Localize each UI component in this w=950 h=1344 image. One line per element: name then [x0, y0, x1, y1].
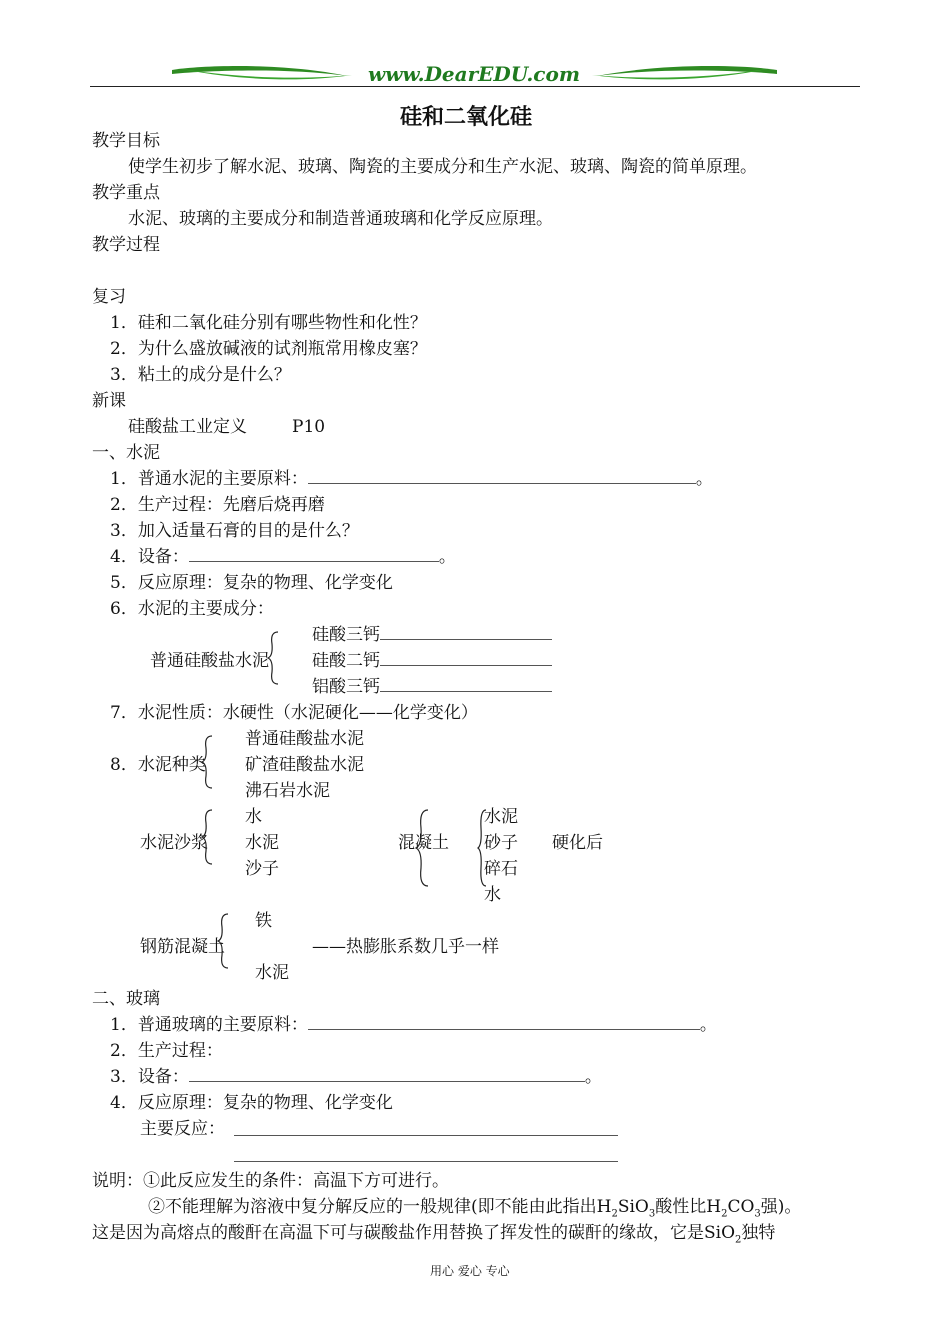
fill-blank: [380, 625, 552, 640]
component-row: [312, 624, 552, 646]
page-title: 硅和二氧化硅: [400, 105, 533, 130]
cement-type: 矿渣硅酸盐水泥: [245, 755, 364, 775]
definition-label: 硅酸盐工业定义: [128, 417, 247, 437]
fill-blank: [308, 469, 696, 484]
review-item: 3．粘土的成分是什么？: [110, 365, 291, 385]
brace-icon: [266, 630, 280, 686]
review-heading: 复习: [92, 287, 126, 307]
note-text: SiO: [617, 1197, 649, 1217]
brace-icon: [414, 808, 430, 888]
review-item: 2．为什么盛放碱液的试剂瓶常用橡皮塞？: [110, 339, 427, 359]
subscript: 3: [648, 1208, 656, 1220]
period: 。: [438, 547, 456, 567]
cement-item5: 5．反应原理：复杂的物理、化学变化: [110, 573, 393, 593]
subscript: 3: [754, 1208, 761, 1220]
component-row: [312, 650, 552, 672]
note-text: 独特: [741, 1223, 776, 1243]
objectives-heading: 教学目标: [92, 131, 160, 151]
concrete-label: 混凝土: [398, 833, 449, 853]
dearedu-logo: [172, 62, 777, 86]
cement-type: 沸石岩水泥: [245, 781, 330, 801]
note-text: 酸性比H: [655, 1197, 722, 1217]
concrete-item: 碎石: [484, 859, 518, 879]
composition-label: 普通硅酸盐水泥: [150, 651, 269, 671]
note-line2: [148, 1196, 801, 1225]
keypoints-heading: 教学重点: [92, 183, 160, 203]
keypoints-text: 水泥、玻璃的主要成分和制造普通玻璃和化学反应原理。: [128, 209, 553, 229]
subscript: 2: [721, 1208, 728, 1220]
rc-item: 水泥: [255, 963, 289, 983]
note-text: ②不能理解为溶液中复分解反应的一般规律(即不能由此指出H: [148, 1197, 612, 1217]
mortar-item: 水: [245, 807, 262, 827]
cement-item7: 7．水泥性质：水硬性（水泥硬化——化学变化）: [110, 703, 478, 723]
cement-item8: 8．水泥种类: [110, 755, 206, 775]
subscript: 2: [611, 1208, 618, 1220]
brace-icon: [216, 912, 230, 970]
concrete-item: 水泥: [484, 807, 518, 827]
rc-item: 铁: [255, 911, 272, 931]
note-line3: [92, 1222, 775, 1251]
mortar-item: 水泥: [245, 833, 279, 853]
note-line1: 说明：①此反应发生的条件：高温下方可进行。: [92, 1171, 449, 1191]
component-name: 硅酸二钙: [312, 651, 380, 671]
glass-heading: 二、玻璃: [92, 989, 160, 1009]
logo-text: www.DearEDU.com: [367, 62, 581, 86]
page-ref: P10: [292, 417, 326, 437]
cement-item6: 6．水泥的主要成分：: [110, 599, 274, 619]
mortar-item: 沙子: [245, 859, 279, 879]
process-heading: 教学过程: [92, 235, 160, 255]
component-name: 铝酸三钙: [312, 677, 380, 697]
cement-item4: [110, 546, 456, 568]
period: 。: [584, 1067, 602, 1087]
cement-type: 普通硅酸盐水泥: [245, 729, 364, 749]
subscript: 2: [735, 1234, 742, 1246]
fill-blank: [189, 547, 439, 562]
review-item: 1．硅和二氧化硅分别有哪些物性和化性？: [110, 313, 427, 333]
cement-item1-label: 1．普通水泥的主要原料：: [110, 469, 308, 489]
concrete-note: 硬化后: [552, 833, 603, 853]
glass-item1-label: 1．普通玻璃的主要原料：: [110, 1015, 308, 1035]
fill-blank: [380, 651, 552, 666]
mortar-label: 水泥沙浆: [140, 833, 208, 853]
glass-item1: [110, 1014, 717, 1036]
cement-item1: [110, 468, 713, 490]
rc-note: ——热膨胀系数几乎一样: [312, 937, 499, 957]
note-text: 这是因为高熔点的酸酐在高温下可与碳酸盐作用替换了挥发性的碳酐的缘故，它是SiO: [92, 1223, 736, 1243]
brace-icon: [200, 808, 214, 866]
header-rule: [90, 86, 860, 87]
footer-text: 用心 爱心 专心: [430, 1264, 510, 1278]
cement-heading: 一、水泥: [92, 443, 160, 463]
note-text: 强)。: [760, 1197, 802, 1217]
period: 。: [699, 1015, 717, 1035]
reaction-blank: [234, 1135, 618, 1136]
concrete-item: 砂子: [484, 833, 518, 853]
fill-blank: [380, 677, 552, 692]
glass-item3-label: 3．设备：: [110, 1067, 189, 1087]
glass-item3: [110, 1066, 602, 1088]
fill-blank: [308, 1015, 700, 1030]
glass-item2: 2．生产过程：: [110, 1041, 223, 1061]
glass-item4: 4．反应原理：复杂的物理、化学变化: [110, 1093, 393, 1113]
concrete-item: 水: [484, 885, 501, 905]
cement-item4-label: 4．设备：: [110, 547, 189, 567]
period: 。: [695, 469, 713, 489]
rc-label: 钢筋混凝土: [140, 937, 225, 957]
brace-icon: [200, 734, 214, 790]
newlesson-heading: 新课: [92, 391, 126, 411]
fill-blank: [189, 1067, 585, 1082]
component-name: 硅酸三钙: [312, 625, 380, 645]
cement-item2: 2．生产过程：先磨后烧再磨: [110, 495, 325, 515]
component-row: [312, 676, 552, 698]
reaction-blank: [234, 1161, 618, 1162]
objectives-text: 使学生初步了解水泥、玻璃、陶瓷的主要成分和生产水泥、玻璃、陶瓷的简单原理。: [128, 157, 757, 177]
note-text: CO: [727, 1197, 755, 1217]
cement-item3: 3．加入适量石膏的目的是什么？: [110, 521, 359, 541]
main-reaction-label: 主要反应：: [140, 1119, 225, 1139]
